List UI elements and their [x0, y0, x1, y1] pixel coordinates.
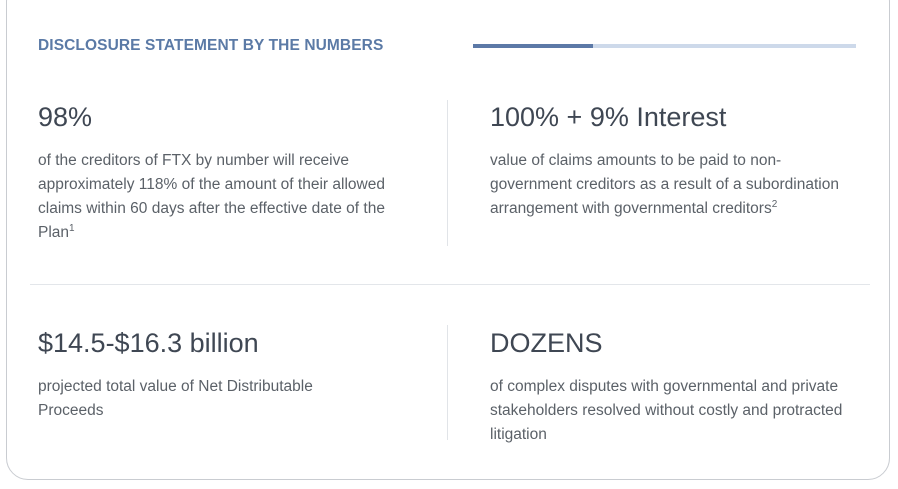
stat-creditors-percent: [38, 101, 398, 245]
heading-rule: [473, 44, 856, 48]
stat-claims-interest: [490, 101, 860, 221]
stat-description: [490, 375, 860, 447]
heading-row: [38, 37, 383, 55]
stat-net-proceeds: [38, 327, 338, 423]
stat-description: [38, 375, 338, 423]
stat-value: $14.5-$16.3 billion: [38, 328, 259, 358]
stat-description-text: of the creditors of FTX by number will receive approximately 118% of the amount of their allowed claims within 60 days after the effective date of the Plan: [38, 152, 385, 241]
horizontal-divider: [30, 284, 870, 285]
stat-description-text: of complex disputes with governmental and private stakeholders resolved without costly and protracted litigation: [490, 378, 843, 443]
footnote-marker: 2: [771, 199, 778, 210]
stat-value: 100% + 9% Interest: [490, 102, 727, 132]
stat-description-text: value of claims amounts to be paid to non-government creditors as a result of a subordination arrangement with governmental creditors: [490, 152, 839, 217]
stat-description: [38, 149, 398, 245]
section-heading: DISCLOSURE STATEMENT BY THE NUMBERS: [38, 37, 384, 54]
heading-rule-accent: [473, 44, 593, 48]
stat-disputes-resolved: [490, 327, 860, 447]
stat-value: DOZENS: [490, 328, 603, 358]
stat-description-text: projected total value of Net Distributable Proceeds: [38, 378, 313, 419]
vertical-divider-bottom: [447, 325, 448, 440]
stat-value: 98%: [38, 102, 93, 132]
footnote-marker: 1: [69, 223, 75, 234]
vertical-divider-top: [447, 100, 448, 246]
heading-rule-track: [593, 44, 856, 48]
stat-description: [490, 149, 860, 221]
